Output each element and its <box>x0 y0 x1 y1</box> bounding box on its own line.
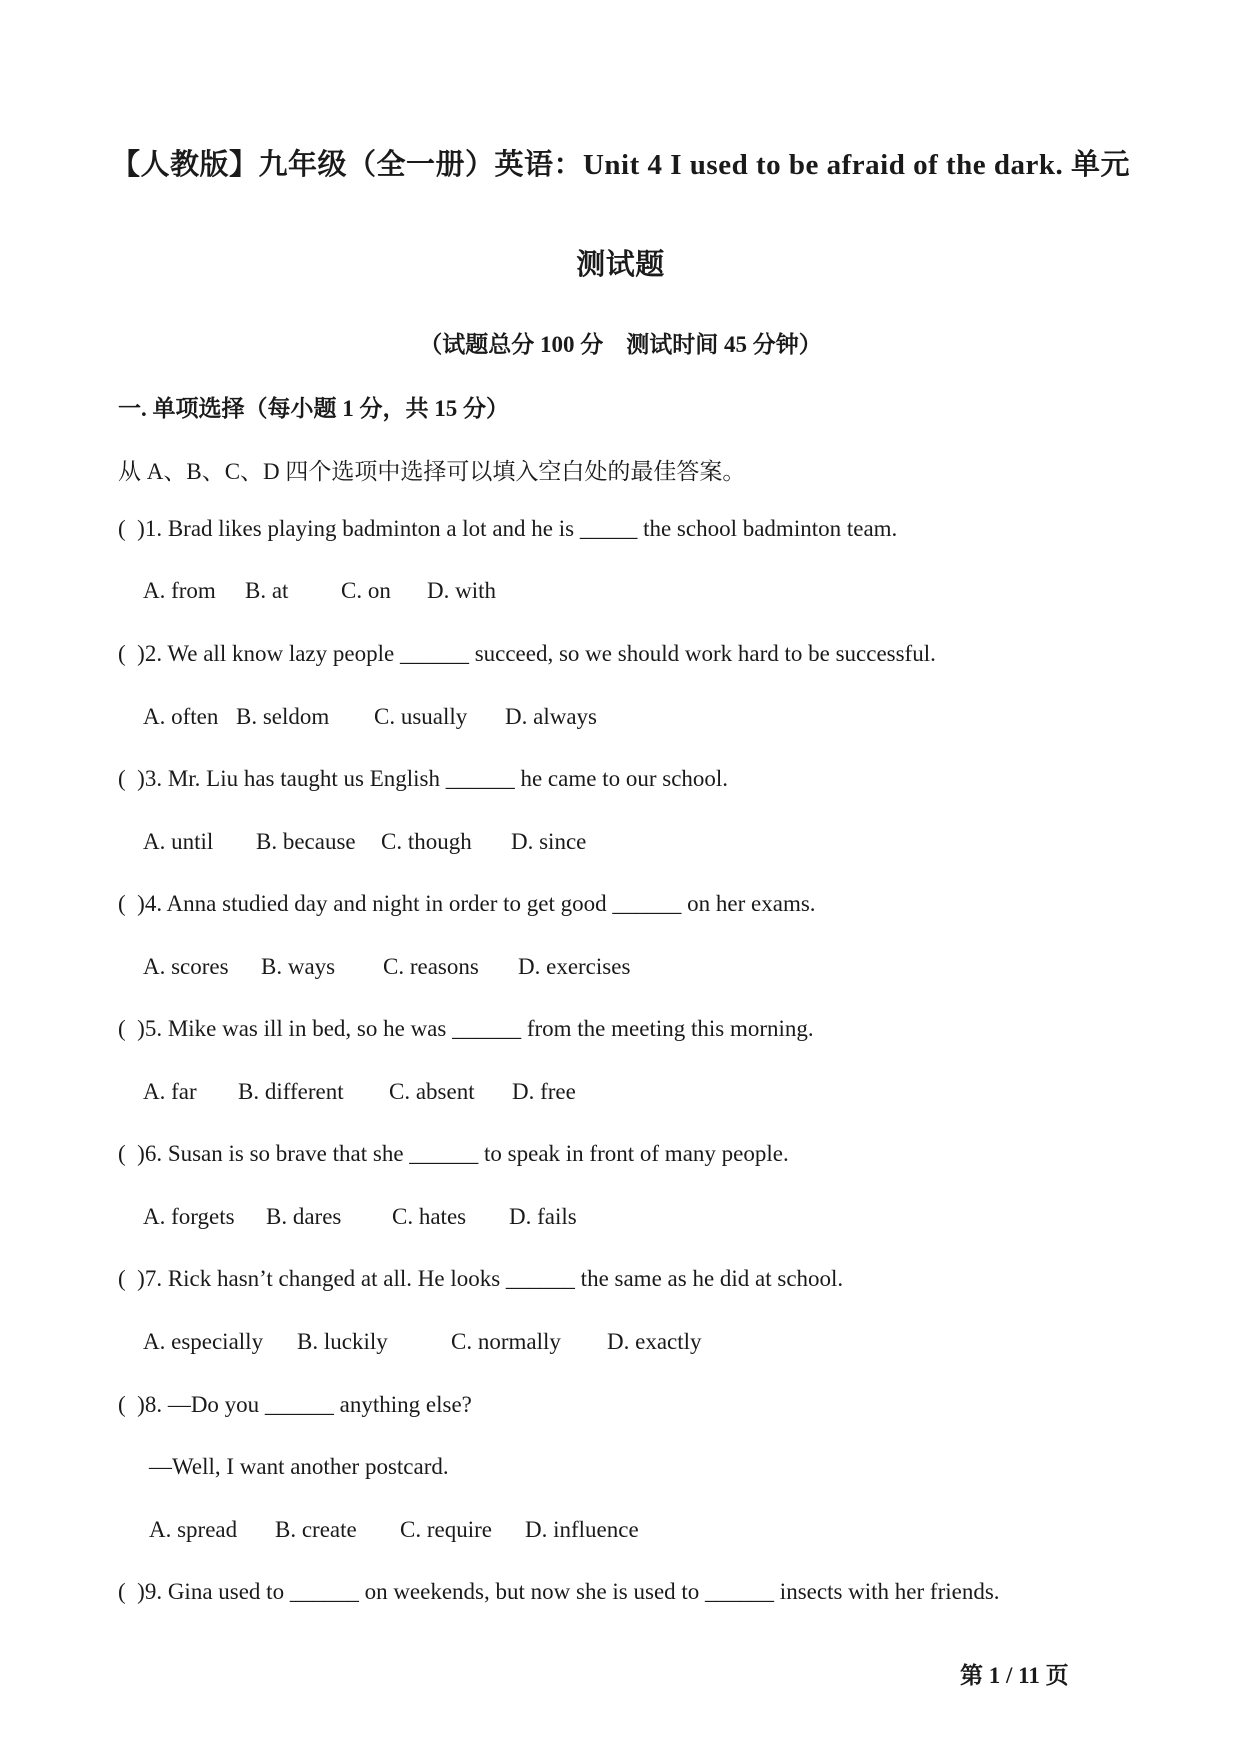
question-7-option-d: D. exactly <box>607 1329 702 1354</box>
question-4-option-d: D. exercises <box>518 954 631 979</box>
question-3-option-b: B. because <box>256 829 356 854</box>
question-9-stem: ( )9. Gina used to ______ on weekends, but now she is used to ______ insects with her friends. <box>118 1579 1000 1604</box>
question-8-reply: —Well, I want another postcard. <box>149 1454 449 1479</box>
question-7-stem: ( )7. Rick hasn’t changed at all. He looks ______ the same as he did at school. <box>118 1266 844 1291</box>
question-6-option-b: B. dares <box>266 1204 342 1229</box>
question-5-option-c: C. absent <box>389 1079 475 1104</box>
question-4-option-c: C. reasons <box>383 954 479 979</box>
page-number-total: 11 <box>1018 1663 1040 1688</box>
page-number-prefix: 第 <box>960 1663 983 1688</box>
page-number-separator: / <box>1006 1663 1013 1688</box>
question-8-option-b: B. create <box>275 1517 357 1542</box>
question-7-option-b: B. luckily <box>297 1329 388 1354</box>
section-heading: 一. 单项选择（每小题 1 分，共 15 分） <box>118 396 509 421</box>
question-2-option-c: C. usually <box>374 704 468 729</box>
question-5-option-a: A. far <box>143 1079 197 1104</box>
question-1-stem: ( )1. Brad likes playing badminton a lot and he is _____ the school badminton team. <box>118 516 898 541</box>
question-2-option-a: A. often <box>143 704 219 729</box>
question-3-option-c: C. though <box>381 829 472 854</box>
question-7-option-a: A. especially <box>143 1329 264 1354</box>
question-6-option-a: A. forgets <box>143 1204 235 1229</box>
question-4-option-b: B. ways <box>261 954 336 979</box>
question-5-option-b: B. different <box>238 1079 344 1104</box>
document-title-line-2: 测试题 <box>576 249 665 281</box>
page-number-suffix: 页 <box>1045 1663 1069 1688</box>
page-number-current: 1 <box>988 1663 1001 1688</box>
question-1-option-d: D. with <box>427 578 496 603</box>
question-4-stem: ( )4. Anna studied day and night in order to get good ______ on her exams. <box>118 891 816 916</box>
section-instruction: 从 A、B、C、D 四个选项中选择可以填入空白处的最佳答案。 <box>118 459 746 484</box>
exam-info-subtitle: （试题总分 100 分 测试时间 45 分钟） <box>419 332 822 357</box>
question-3-option-d: D. since <box>511 829 587 854</box>
question-3-stem: ( )3. Mr. Liu has taught us English ______ he came to our school. <box>118 766 729 791</box>
question-8-stem: ( )8. —Do you ______ anything else? <box>118 1392 472 1417</box>
question-8-option-c: C. require <box>400 1517 492 1542</box>
question-7-option-c: C. normally <box>451 1329 561 1354</box>
question-2-option-b: B. seldom <box>236 704 330 729</box>
question-8-option-d: D. influence <box>525 1517 639 1542</box>
question-4-option-a: A. scores <box>143 954 229 979</box>
question-6-option-d: D. fails <box>509 1204 577 1229</box>
question-6-option-c: C. hates <box>392 1204 467 1229</box>
question-1-option-a: A. from <box>143 578 216 603</box>
question-8-option-a: A. spread <box>149 1517 238 1542</box>
question-2-option-d: D. always <box>505 704 597 729</box>
page-number <box>960 1657 1069 1690</box>
question-1-option-c: C. on <box>341 578 391 603</box>
question-1-option-b: B. at <box>245 578 289 603</box>
question-5-stem: ( )5. Mike was ill in bed, so he was ______ from the meeting this morning. <box>118 1016 814 1041</box>
question-3-option-a: A. until <box>143 829 214 854</box>
document-title-line-1: 【人教版】九年级（全一册）英语：Unit 4 I used to be afraid of the dark. 单元 <box>110 149 1131 181</box>
question-2-stem: ( )2. We all know lazy people ______ succeed, so we should work hard to be successful. <box>118 641 936 666</box>
question-6-stem: ( )6. Susan is so brave that she ______ to speak in front of many people. <box>118 1141 789 1166</box>
question-5-option-d: D. free <box>512 1079 576 1104</box>
